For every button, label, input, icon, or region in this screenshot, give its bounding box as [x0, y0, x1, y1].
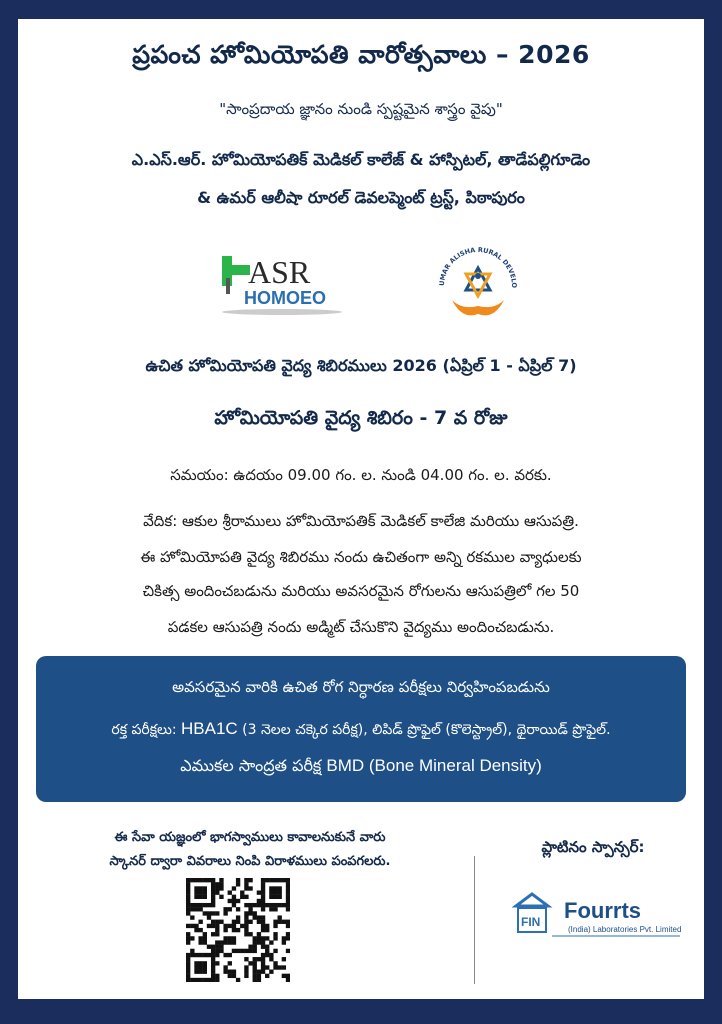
organizer-line-1: ఎ.ఎస్.ఆర్. హోమియోపతిక్ మెడికల్ కాలేజ్ & హాస్పిటల్, తాడేపల్లిగూడెం — [131, 150, 591, 169]
blood-tests-line — [36, 719, 686, 741]
poster-title: ప్రపంచ హోమియోపతి వారోత్సవాలు – 2026 — [132, 40, 590, 69]
poster-tagline: "సాంప్రదాయ జ్ఞానం నుండి స్పష్టమైన శాస్త్రం వైపు" — [219, 100, 503, 118]
umar-alisha-trust-logo — [432, 240, 524, 332]
blood-tests-rest: (3 నెలల చక్కెర పరీక్ష), లిపిడ్ ప్రొఫైల్ (కొలెస్ట్రాల్), థైరాయిడ్ ప్రొఫైల్. — [237, 722, 611, 738]
tests-intro: అవసరమైన వారికి ఉచిత రోగ నిర్ధారణ పరీక్షలు నిర్వహింపబడును — [172, 678, 550, 696]
homoeo-logo-text: HOMOEO — [244, 288, 327, 308]
asr-homoeo-logo — [218, 248, 346, 316]
camp-heading: ఉచిత హోమియోపతి వైద్య శిబిరములు 2026 (ఏప్రిల్ 1 - ఏప్రిల్ 7) — [145, 356, 577, 375]
donation-line-2: స్కానర్ ద్వారా వివరాలు నింపి విరాళములు పంపగలరు. — [109, 854, 391, 869]
platinum-sponsor-label: ప్లాటినం స్పాన్సర్: — [541, 838, 645, 856]
bone-test-label: ఎముకల సాంద్రత పరీక్ష — [180, 756, 322, 775]
detail-time: సమయం: ఉదయం 09.00 గం. ల. నుండి 04.00 గం. ల. వరకు. — [170, 466, 552, 484]
donation-line-1: ఈ సేవా యజ్ఞంలో భాగస్వాములు కావాలనుకునే వారు — [114, 830, 386, 845]
camp-day: హోమియోపతి వైద్య శిబిరం - 7 వ రోజు — [214, 407, 508, 429]
fourrts-subtext: (India) Laboratories Pvt. Limited — [568, 925, 682, 934]
detail-text-line-3: పడకల ఆసుపత్రి నందు అడ్మిట్ చేసుకొని వైద్యము అందించబడును. — [167, 618, 555, 636]
bmd-text: BMD (Bone Mineral Density) — [326, 756, 542, 775]
blood-tests-label: రక్త పరీక్షలు: — [111, 722, 177, 738]
free-tests-box — [36, 656, 686, 802]
detail-venue: వేదిక: ఆకుల శ్రీరాములు హోమియోపతిక్ మెడికల్ కాలేజి మరియు ఆసుపత్రి. — [143, 512, 579, 530]
detail-text-line-1: ఈ హోమియోపతి వైద్య శిబిరము నందు ఉచితంగా అన్ని రకముల వ్యాధులకు — [140, 548, 582, 566]
detail-text-line-2: చికిత్స అందించబడును మరియు అవసరమైన రోగులను ఆసుపత్రిలో గల 50 — [142, 582, 580, 600]
section-divider — [474, 856, 475, 984]
trust-ring-text: UMAR ALISHA RURAL DEVELO — [437, 245, 519, 289]
hba1c-text: HBA1C — [181, 719, 238, 738]
bone-test-line — [36, 756, 686, 779]
fourrts-logo — [512, 886, 684, 956]
asr-logo-text: ASR — [248, 254, 311, 290]
fourrts-mark-text: FIN — [521, 915, 541, 929]
organizer-line-2: & ఉమర్ ఆలీషా రూరల్ డెవలప్మెంట్ ట్రస్ట్, పిఠాపురం — [197, 188, 525, 207]
fourrts-name: Fourrts — [564, 898, 641, 923]
donation-qr-code[interactable] — [186, 878, 290, 982]
